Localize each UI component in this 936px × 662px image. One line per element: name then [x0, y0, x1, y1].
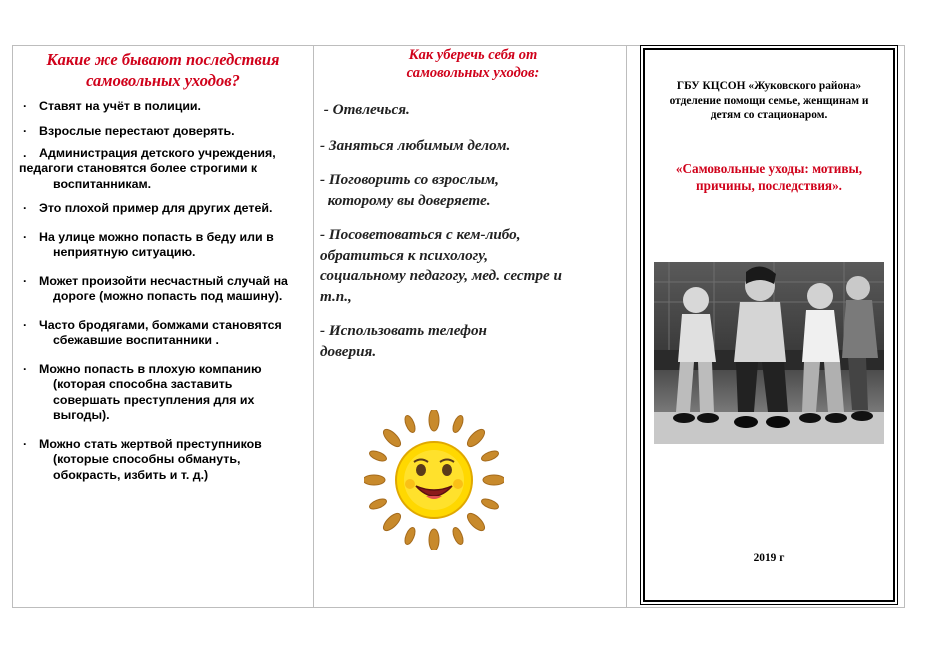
- list-item: · На улице можно попасть в беду или в неприятную ситуацию.: [23, 229, 274, 259]
- organization-name: ГБУ КЦСОН «Жуковского района» отделение помощи семье, женщинам и детям со стационаром.: [669, 80, 869, 121]
- list-item: · Можно стать жертвой преступников (которые способны обмануть, обокрасть, избить и т. д.): [23, 436, 262, 482]
- prevention-panel: [314, 45, 626, 362]
- consequences-heading: Какие же бывают последствия самовольных уходов?: [46, 50, 280, 90]
- list-item: · Часто бродягами, бомжами становятся сбежавшие воспитанники .: [23, 317, 282, 347]
- brochure-title: «Самовольные уходы: мотивы, причины, последствия».: [675, 161, 863, 193]
- list-item: · Ставят на учёт в полиции.: [23, 99, 201, 113]
- list-item: · Может произойти несчастный случай на дороге (можно попасть под машину).: [23, 273, 288, 303]
- tip-item: доверия.: [320, 342, 377, 360]
- year-label: 2019 г: [753, 552, 785, 564]
- tip-item: - Посоветоваться с кем-либо,: [320, 226, 521, 243]
- tip-item: - Заняться любимым делом.: [320, 136, 511, 154]
- consequences-panel: [13, 45, 313, 493]
- tip-item: - Отвлечься.: [320, 101, 410, 118]
- prevention-heading: Как уберечь себя от самовольных уходов:: [406, 47, 540, 81]
- list-item: · Взрослые перестают доверять.: [23, 124, 235, 138]
- tip-item: обратиться к психологу,: [320, 246, 489, 264]
- tip-item: которому вы доверяете.: [320, 191, 491, 209]
- boys-photo: [654, 262, 884, 444]
- tip-item: т.п.,: [320, 287, 352, 305]
- tip-item: социальному педагогу, мед. сестре и: [320, 267, 562, 284]
- list-item: . Администрация детского учреждения, педагоги становятся более строгими к воспитанникам.: [19, 145, 276, 191]
- tip-item: - Поговорить со взрослым,: [320, 171, 499, 188]
- smiling-sun-icon: [364, 410, 504, 550]
- tip-item: - Использовать телефон: [320, 322, 487, 339]
- fold-divider-2: [626, 45, 627, 608]
- list-item: · Можно попасть в плохую компанию (которая способна заставить совершать преступления для их выгоды).: [23, 361, 262, 422]
- list-item: · Это плохой пример для других детей.: [23, 201, 273, 215]
